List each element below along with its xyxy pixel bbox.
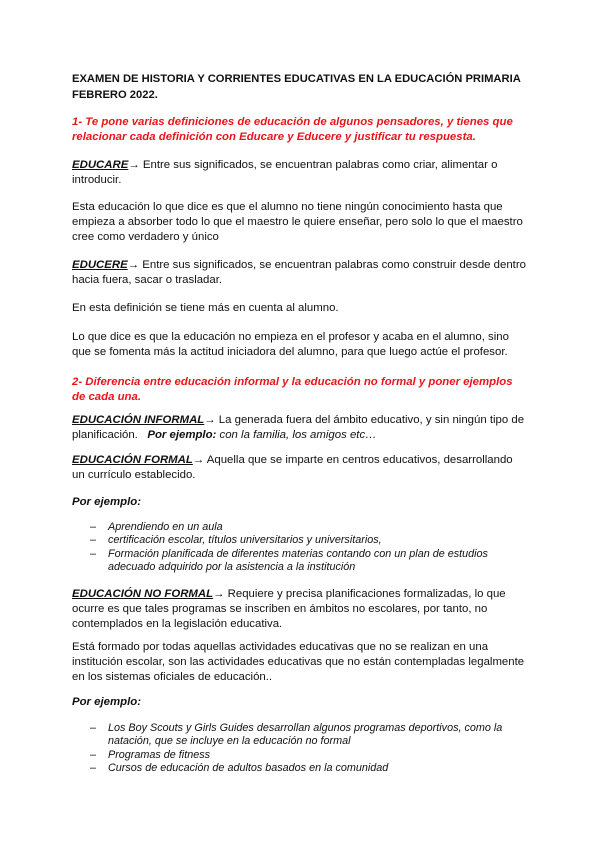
informal-term: EDUCACIÓN INFORMAL	[72, 414, 205, 426]
educere-term: EDUCERE	[72, 259, 128, 271]
formal-examples-label: Por ejemplo:	[72, 496, 141, 508]
educere-paragraph-1: En esta definición se tiene más en cuenta al alumno.	[72, 302, 339, 314]
informal-example-label: Por ejemplo:	[147, 429, 217, 441]
formal-definition	[72, 453, 528, 483]
list-item: – certificación escolar, títulos universitarios y universitarios,	[72, 534, 528, 547]
educere-definition	[72, 258, 528, 288]
noformal-def-text: → Requiere y precisa planificaciones formalizadas, lo que ocurre es que tales programas se inscriben en ámbitos no escolares, por tanto, no contemplados en la legislación educativa.	[72, 588, 506, 630]
noformal-definition	[72, 587, 528, 632]
educare-explanation: Esta educación lo que dice es que el alumno no tiene ningún conocimiento hasta que empieza a absorber todo lo que el maestro le quiere enseñar, pero solo lo que el maestro cree como verdadero y único	[72, 201, 523, 243]
list-item: – Formación planificada de diferentes materias contando con un plan de estudios adecuado adquirido por la asistencia a la institución	[72, 548, 528, 575]
page-title	[72, 71, 528, 103]
informal-def-text: → La generada fuera del ámbito educativo, y sin ningún tipo de planificación.	[72, 414, 525, 441]
educare-term: EDUCARE	[72, 159, 129, 171]
informal-example-text: con la familia, los amigos etc…	[219, 429, 377, 441]
formal-examples-list	[72, 521, 528, 574]
title-line-2: FEBRERO 2022.	[72, 89, 158, 101]
educare-definition	[72, 158, 528, 188]
educere-def-text: → Entre sus significados, se encuentran palabras como construir desde dentro hacia fuera, sacar o trasladar.	[72, 259, 526, 286]
noformal-paragraph: Está formado por todas aquellas actividades educativas que no se realizan en una institución escolar, son las actividades educativas que no están contempladas legalmente en los sistemas oficiales de educación..	[72, 641, 525, 683]
list-item: – Cursos de educación de adultos basados en la comunidad	[72, 762, 528, 775]
title-line-1: EXAMEN DE HISTORIA Y CORRIENTES EDUCATIVAS EN LA EDUCACIÓN PRIMARIA	[72, 73, 521, 85]
question-1: 1- Te pone varias definiciones de educación de algunos pensadores, y tienes que relacionar cada definición con Educare y Educere y justificar tu respuesta.	[72, 116, 513, 143]
formal-term: EDUCACIÓN FORMAL	[72, 454, 193, 466]
list-item: – Programas de fitness	[72, 749, 528, 762]
noformal-term: EDUCACIÓN NO FORMAL	[72, 588, 214, 600]
formal-def-text: → Aquella que se imparte en centros educativos, desarrollando un currículo establecido.	[72, 454, 513, 481]
educare-def-text: → Entre sus significados, se encuentran palabras como criar, alimentar o introducir.	[72, 159, 498, 186]
question-2: 2- Diferencia entre educación informal y la educación no formal y poner ejemplos de cada una.	[72, 376, 513, 403]
list-item: – Aprendiendo en un aula	[72, 521, 528, 534]
informal-definition	[72, 413, 528, 443]
list-item: – Los Boy Scouts y Girls Guides desarrollan algunos programas deportivos, como la natación, que se incluye en la educación no formal	[72, 722, 528, 749]
noformal-examples-list	[72, 722, 528, 775]
educere-paragraph-2: Lo que dice es que la educación no empieza en el profesor y acaba en el alumno, sino que se fomenta más la actitud iniciadora del alumno, para que luego actúe el profesor.	[72, 331, 509, 358]
noformal-examples-label: Por ejemplo:	[72, 696, 141, 708]
